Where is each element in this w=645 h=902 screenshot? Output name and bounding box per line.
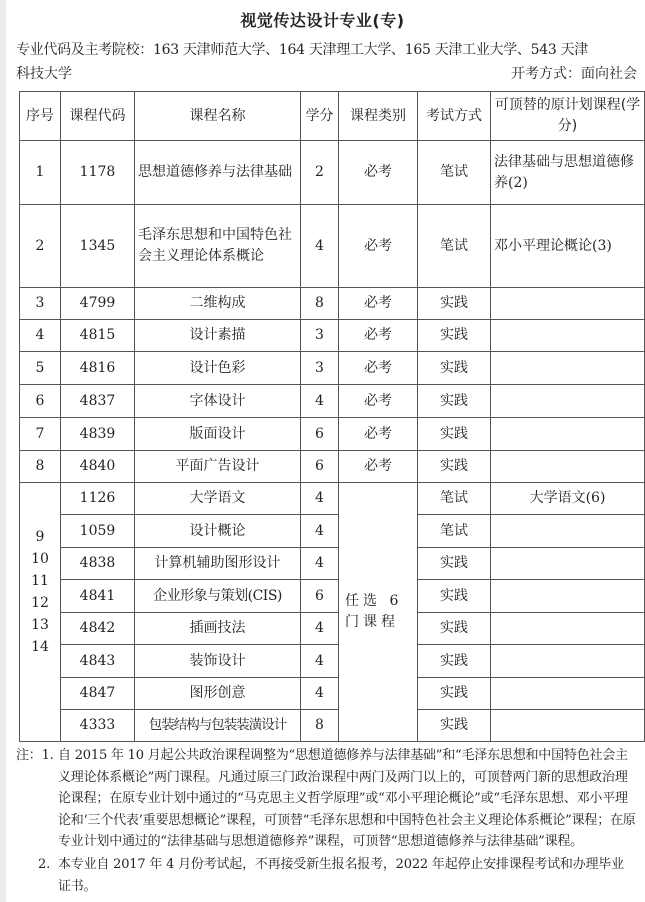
cell-exam: 实践 <box>418 288 491 320</box>
header-no: 序号 <box>20 92 61 141</box>
cell-code: 4838 <box>61 548 135 580</box>
cell-type: 必考 <box>339 385 418 418</box>
cell-code: 4816 <box>61 352 135 385</box>
cell-no: 1 <box>20 141 61 205</box>
cell-elective-numbers <box>20 483 61 742</box>
cell-replace <box>491 385 645 418</box>
cell-replace <box>491 678 645 710</box>
cell-name: 思想道德修养与法律基础 <box>135 141 301 205</box>
cell-code: 4840 <box>61 451 135 483</box>
cell-no: 3 <box>20 288 61 320</box>
cell-type: 必考 <box>339 205 418 288</box>
elective-no: 9 <box>35 529 45 545</box>
cell-code: 4847 <box>61 678 135 710</box>
cell-code: 4837 <box>61 385 135 418</box>
cell-replace <box>491 580 645 613</box>
cell-type: 必考 <box>339 418 418 451</box>
cell-credit: 2 <box>301 141 339 205</box>
cell-exam: 实践 <box>418 548 491 580</box>
cell-replace <box>491 548 645 580</box>
cell-credit: 6 <box>301 451 339 483</box>
cell-replace: 法律基础与思想道德修养(2) <box>491 141 645 205</box>
cell-name: 企业形象与策划(CIS) <box>135 580 301 613</box>
header-credit: 学分 <box>301 92 339 141</box>
exam-mode: 开考方式：面向社会 <box>511 66 637 82</box>
cell-exam: 笔试 <box>418 141 491 205</box>
cell-name: 平面广告设计 <box>135 451 301 483</box>
header-exam: 考试方式 <box>418 92 491 141</box>
cell-name: 装饰设计 <box>135 645 301 678</box>
cell-code: 1345 <box>61 205 135 288</box>
cell-replace <box>491 515 645 548</box>
cell-credit: 4 <box>301 385 339 418</box>
table-row <box>20 515 645 548</box>
table-row <box>20 613 645 645</box>
table-row <box>20 288 645 320</box>
cell-type: 必考 <box>339 141 418 205</box>
cell-credit: 8 <box>301 288 339 320</box>
cell-name: 毛泽东思想和中国特色社会主义理论体系概论 <box>135 205 301 288</box>
note-label: 注：1. <box>16 748 54 763</box>
cell-type: 必考 <box>339 451 418 483</box>
cell-code: 4842 <box>61 613 135 645</box>
cell-code: 4333 <box>61 710 135 742</box>
cell-name: 设计色彩 <box>135 352 301 385</box>
course-table <box>19 91 645 742</box>
cell-exam: 实践 <box>418 645 491 678</box>
cell-credit: 4 <box>301 515 339 548</box>
cell-replace <box>491 320 645 352</box>
cell-credit: 6 <box>301 418 339 451</box>
cell-exam: 实践 <box>418 613 491 645</box>
cell-exam: 笔试 <box>418 515 491 548</box>
cell-exam: 笔试 <box>418 205 491 288</box>
table-row <box>20 645 645 678</box>
cell-exam: 实践 <box>418 580 491 613</box>
elective-no: 14 <box>31 639 49 655</box>
cell-code: 4841 <box>61 580 135 613</box>
cell-no: 7 <box>20 418 61 451</box>
table-row <box>20 678 645 710</box>
cell-exam: 实践 <box>418 678 491 710</box>
elective-type-text: 任选 6 门课程 <box>345 593 403 630</box>
cell-code: 4843 <box>61 645 135 678</box>
table-row <box>20 580 645 613</box>
schools-line: 专业代码及主考院校：163 天津师范大学、164 天津理工大学、165 天津工业大学、543 天津 <box>16 42 588 58</box>
cell-type: 必考 <box>339 320 418 352</box>
cell-code: 4799 <box>61 288 135 320</box>
header-type: 课程类别 <box>339 92 418 141</box>
page-title: 视觉传达设计专业(专) <box>240 11 405 30</box>
table-row <box>20 385 645 418</box>
cell-exam: 实践 <box>418 385 491 418</box>
elective-no: 13 <box>31 617 49 633</box>
cell-replace: 大学语文(6) <box>491 483 645 515</box>
cell-type: 必考 <box>339 288 418 320</box>
cell-name: 图形创意 <box>135 678 301 710</box>
cell-exam: 实践 <box>418 451 491 483</box>
table-header-row <box>20 92 645 141</box>
cell-no: 6 <box>20 385 61 418</box>
cell-no: 2 <box>20 205 61 288</box>
cell-credit: 8 <box>301 710 339 742</box>
cell-credit: 3 <box>301 320 339 352</box>
cell-name: 字体设计 <box>135 385 301 418</box>
cell-code: 1126 <box>61 483 135 515</box>
cell-name: 版面设计 <box>135 418 301 451</box>
note-2-text: 本专业自 2017 年 4 月份考试起，不再接受新生报名报考，2022 年起停止安排课程考试和办理毕业证书。 <box>58 857 624 894</box>
cell-replace <box>491 352 645 385</box>
schools-line-continued: 科技大学 <box>16 66 72 82</box>
cell-replace <box>491 451 645 483</box>
cell-credit: 4 <box>301 548 339 580</box>
cell-elective-type <box>339 483 418 742</box>
cell-code: 4815 <box>61 320 135 352</box>
table-row <box>20 205 645 288</box>
elective-no: 12 <box>31 595 49 611</box>
header-replace: 可顶替的原计划课程(学分) <box>491 92 645 141</box>
cell-replace <box>491 288 645 320</box>
note-1 <box>16 745 636 853</box>
cell-credit: 3 <box>301 352 339 385</box>
page-edge-strip <box>0 0 6 902</box>
cell-replace <box>491 613 645 645</box>
table-row <box>20 320 645 352</box>
cell-name: 设计素描 <box>135 320 301 352</box>
table-row <box>20 141 645 205</box>
cell-name: 设计概论 <box>135 515 301 548</box>
cell-exam: 实践 <box>418 418 491 451</box>
table-row <box>20 710 645 742</box>
cell-no: 4 <box>20 320 61 352</box>
cell-replace <box>491 418 645 451</box>
note-1-text: 自 2015 年 10 月起公共政治课程调整为“思想道德修养与法律基础”和“毛泽东思想和中国特色社会主义理论体系概论”两门课程。凡通过原三门政治课程中两门及两门以上的，可顶替两门新的思想政治理论课程；在原专业计划中通过的“马克思主义哲学原理”或“邓小平理论概论”或“毛泽东思想、邓小平理论和‘三个代表’重要思想概论”课程，可顶替“毛泽东思想和中国特色社会主义理论体系概论”课程；在原专业计划中通过的“法律基础与思想道德修养”课程，可顶替“思想道德修养与法律基础”课程。 <box>58 748 636 849</box>
cell-name: 包装结构与包装装潢设计 <box>135 710 301 742</box>
table-row <box>20 483 645 515</box>
elective-no: 10 <box>31 551 49 567</box>
cell-credit: 4 <box>301 645 339 678</box>
cell-replace <box>491 645 645 678</box>
table-row <box>20 352 645 385</box>
cell-credit: 4 <box>301 613 339 645</box>
cell-credit: 4 <box>301 205 339 288</box>
table-row <box>20 418 645 451</box>
cell-exam: 笔试 <box>418 483 491 515</box>
cell-credit: 6 <box>301 580 339 613</box>
cell-no: 8 <box>20 451 61 483</box>
cell-exam: 实践 <box>418 320 491 352</box>
elective-no: 11 <box>31 573 49 589</box>
cell-name: 大学语文 <box>135 483 301 515</box>
cell-name: 插画技法 <box>135 613 301 645</box>
cell-no: 5 <box>20 352 61 385</box>
header-name: 课程名称 <box>135 92 301 141</box>
note-2 <box>16 854 636 897</box>
cell-credit: 4 <box>301 483 339 515</box>
cell-name: 二维构成 <box>135 288 301 320</box>
header-code: 课程代码 <box>61 92 135 141</box>
cell-credit: 4 <box>301 678 339 710</box>
cell-code: 1059 <box>61 515 135 548</box>
cell-code: 1178 <box>61 141 135 205</box>
cell-code: 4839 <box>61 418 135 451</box>
table-row <box>20 451 645 483</box>
table-row <box>20 548 645 580</box>
cell-replace <box>491 710 645 742</box>
cell-exam: 实践 <box>418 352 491 385</box>
note-2-number: 2. <box>38 857 51 872</box>
cell-name: 计算机辅助图形设计 <box>135 548 301 580</box>
cell-type: 必考 <box>339 352 418 385</box>
cell-replace: 邓小平理论概论(3) <box>491 205 645 288</box>
cell-exam: 实践 <box>418 710 491 742</box>
